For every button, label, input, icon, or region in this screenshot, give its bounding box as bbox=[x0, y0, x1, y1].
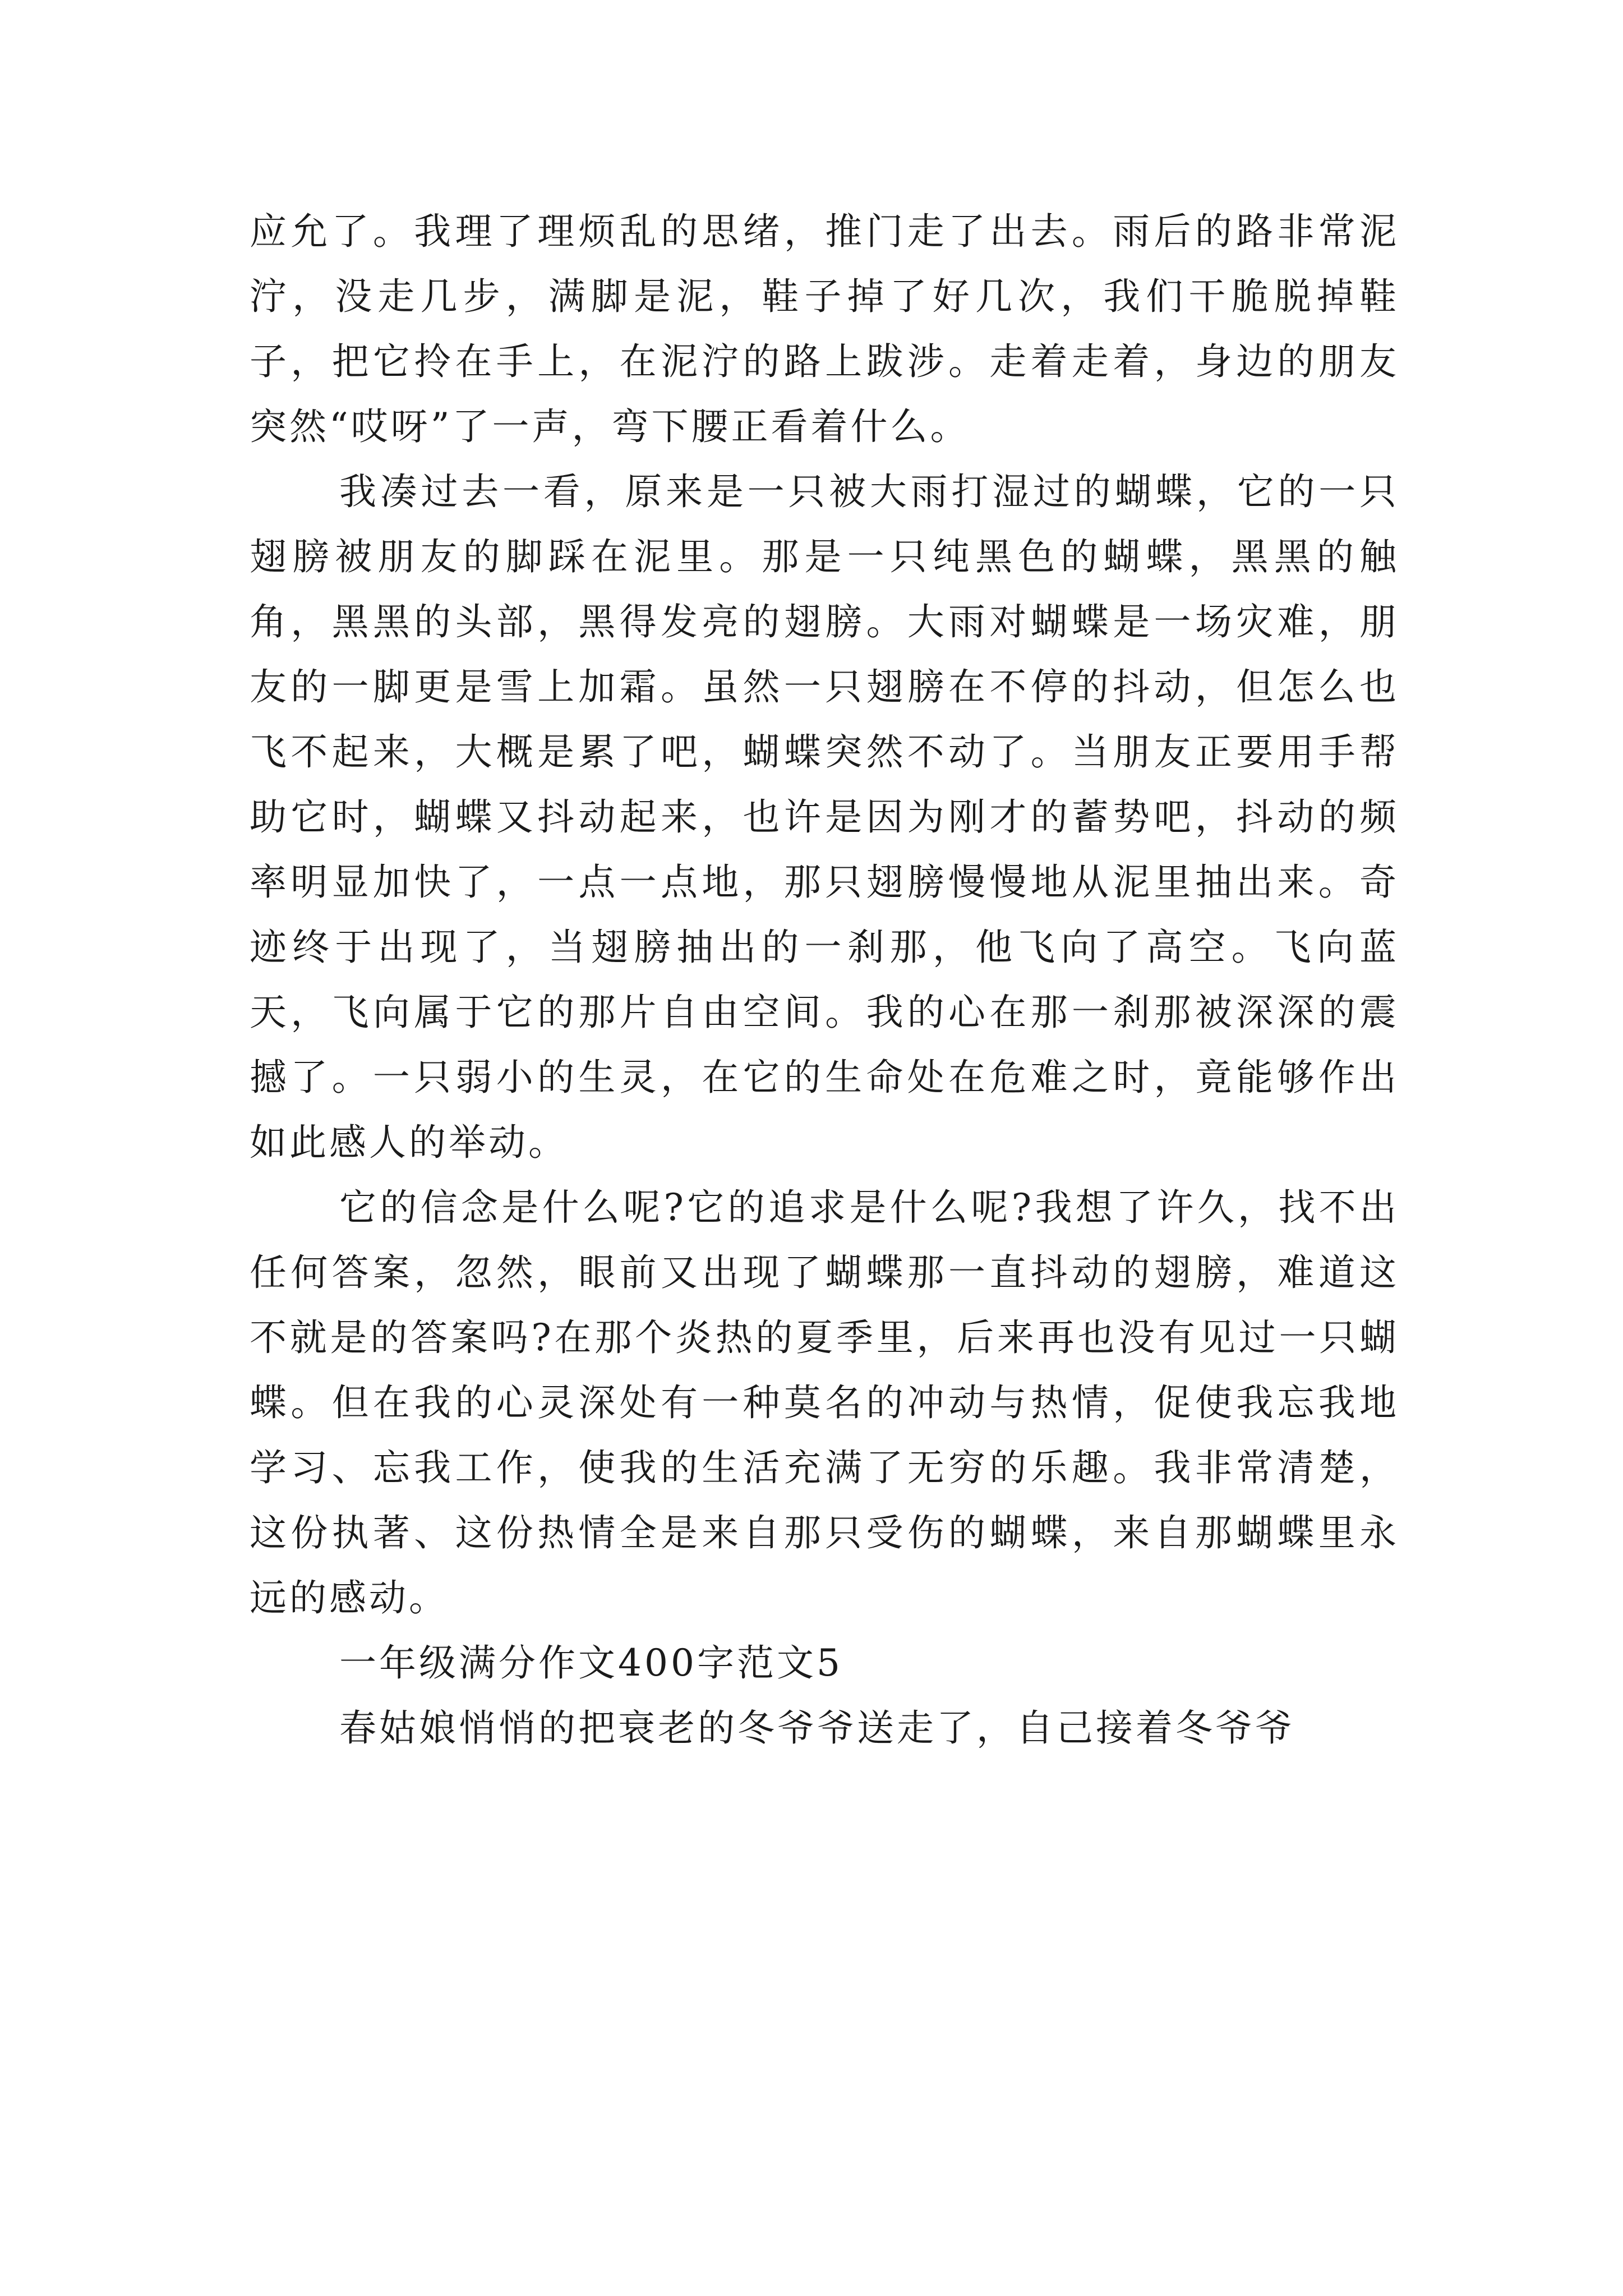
paragraph-reflection: 它的信念是什么呢?它的追求是什么呢?我想了许久，找不出任何答案，忽然，眼前又出现了蝴蝶那一直抖动的翅膀，难道这不就是的答案吗?在那个炎热的夏季里，后来再也没有见过一只蝴蝶。但在我的心灵深处有一种莫名的冲动与热情，促使我忘我地学习、忘我工作，使我的生活充满了无穷的乐趣。我非常清楚，这份执著、这份热情全是来自那只受伤的蝴蝶，来自那蝴蝶里永远的感动。 bbox=[250, 1186, 1399, 1619]
paragraph-spring: 春姑娘悄悄的把衰老的冬爷爷送走了，自己接着冬爷爷 bbox=[339, 1706, 1295, 1750]
paragraph-butterfly: 我凑过去一看，原来是一只被大雨打湿过的蝴蝶，它的一只翅膀被朋友的脚踩在泥里。那是一只纯黑色的蝴蝶，黑黑的触角，黑黑的头部，黑得发亮的翅膀。大雨对蝴蝶是一场灾难，朋友的一脚更是雪上加霜。虽然一只翅膀在不停的抖动，但怎么也飞不起来，大概是累了吧，蝴蝶突然不动了。当朋友正要用手帮助它时，蝴蝶又抖动起来，也许是因为刚才的蓄势吧，抖动的频率明显加快了，一点一点地，那只翅膀慢慢地从泥里抽出来。奇迹终于出现了，当翅膀抽出的一刹那，他飞向了高空。飞向蓝天，飞向属于它的那片自由空间。我的心在那一刹那被深深的震撼了。一只弱小的生灵，在它的生命处在危难之时，竟能够作出如此感人的举动。 bbox=[250, 470, 1399, 1164]
document-body bbox=[250, 199, 1399, 1761]
paragraph-continuation: 应允了。我理了理烦乱的思绪，推门走了出去。雨后的路非常泥泞，没走几步，满脚是泥，鞋子掉了好几次，我们干脆脱掉鞋子，把它拎在手上，在泥泞的路上跋涉。走着走着，身边的朋友突然“哎呀”了一声，弯下腰正看着什么。 bbox=[250, 210, 1399, 448]
section-heading: 一年级满分作文400字范文5 bbox=[339, 1641, 843, 1685]
